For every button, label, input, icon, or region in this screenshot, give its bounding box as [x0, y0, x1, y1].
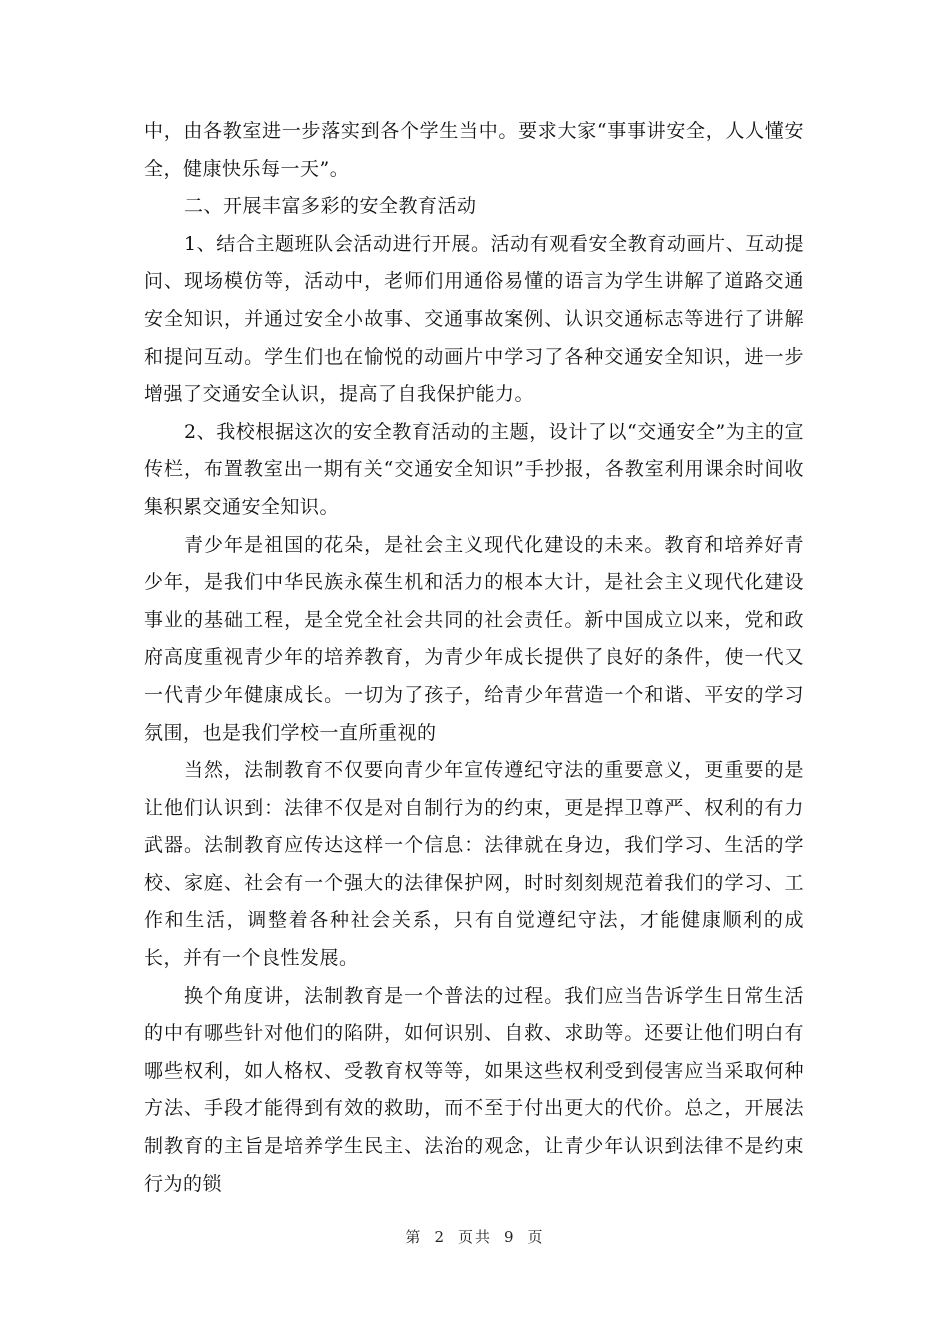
footer-total-pages: 9 — [504, 1228, 516, 1246]
footer-current-page: 2 — [434, 1228, 446, 1246]
footer-suffix: 页 — [527, 1228, 545, 1246]
paragraph-class-meeting: 1、结合主题班队会活动进行开展。活动有观看安全教育动画片、互动提问、现场模仿等，活动中，老师们用通俗易懂的语言为学生讲解了道路交通安全知识，并通过安全小故事、交通事故案例、认识交通标志等进行了讲解和提问互动。学生们也在愉悦的动画片中学习了各种交通安全知识，进一步增强了交通安全认识，提高了自我保护能力。 — [144, 232, 804, 406]
paragraph-legal-education: 当然，法制教育不仅要向青少年宣传遵纪守法的重要意义，更重要的是让他们认识到：法律不仅是对自制行为的约束，更是捍卫尊严、权利的有力武器。法制教育应传达这样一个信息：法律就在身边，我们学习、生活的学校、家庭、社会有一个强大的法律保护网，时时刻刻规范着我们的学习、工作和生活，调整着各种社会关系，只有自觉遵纪守法，才能健康顺利的成长，并有一个良性发展。 — [144, 759, 804, 970]
paragraph-youth: 青少年是祖国的花朵，是社会主义现代化建设的未来。教育和培养好青少年，是我们中华民族永葆生机和活力的根本大计，是社会主义现代化建设事业的基础工程，是全党全社会共同的社会责任。新中国成立以来，党和政府高度重视青少年的培养教育，为青少年成长提供了良好的条件，使一代又一代青少年健康成长。一切为了孩子，给青少年营造一个和谐、平安的学习氛围，也是我们学校一直所重视的 — [144, 533, 804, 744]
paragraph-1: 中，由各教室进一步落实到各个学生当中。要求大家“事事讲安全，人人懂安全，健康快乐每一天”。 — [144, 120, 804, 180]
footer-prefix: 第 — [405, 1228, 423, 1246]
section-heading-activities: 二、开展丰富多彩的安全教育活动 — [184, 195, 477, 218]
paragraph-popularizing-law: 换个角度讲，法制教育是一个普法的过程。我们应当告诉学生日常生活的中有哪些针对他们的陷阱，如何识别、自救、求助等。还要让他们明白有哪些权利，如人格权、受教育权等等，如果这些权利受到侵害应当采取何种方法、手段才能得到有效的救助，而不至于付出更大的代价。总之，开展法制教育的主旨是培养学生民主、法治的观念，让青少年认识到法律不是约束行为的锁 — [144, 984, 804, 1195]
paragraph-bulletin-board: 2、我校根据这次的安全教育活动的主题，设计了以“交通安全”为主的宣传栏，布置教室出一期有关“交通安全知识”手抄报，各教室利用课余时间收集积累交通安全知识。 — [144, 420, 804, 518]
footer-middle: 页共 — [457, 1228, 492, 1246]
page-footer — [0, 1226, 950, 1247]
document-body — [144, 113, 804, 1203]
